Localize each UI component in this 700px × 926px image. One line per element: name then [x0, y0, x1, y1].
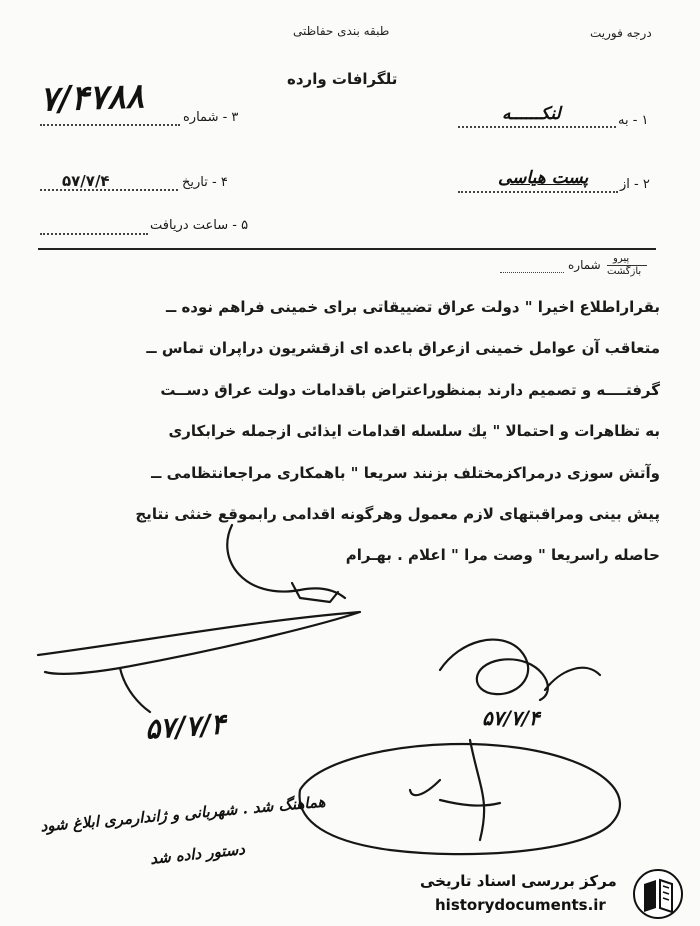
- watermark-title: مرکز بررسی اسناد تاریخی: [420, 872, 617, 890]
- date-value: ۵۷/۷/۴: [62, 172, 110, 190]
- signature-stroke: [300, 744, 620, 854]
- date-annotation-right: ۵۷/۷/۴: [482, 706, 540, 730]
- from-value: پست هیاسی: [498, 168, 589, 188]
- number-label: ۳ - شماره: [183, 110, 239, 125]
- body-line: حاصله راسریعا " وصت مرا " اعلام . بهـرام: [345, 546, 660, 565]
- handwritten-note: دستور داده شد: [149, 840, 246, 868]
- signature-stroke: [545, 668, 600, 690]
- body-line: گرفتــــه و تصمیم دارند بمنظوراعتراض باقدامات دولت عراق دســت: [160, 380, 660, 399]
- urgency-label: درجه فوریت: [590, 26, 652, 40]
- body-line: متعاقب آن عوامل خمینی ازعراق باعده ای ازقشریون دراپران تماس ــ: [146, 339, 660, 358]
- receipt-time-label: ۵ - ساعت دریافت: [150, 218, 249, 233]
- signature-stroke: [440, 800, 500, 806]
- signature-stroke: [120, 668, 150, 712]
- reference-number-label: شماره: [568, 258, 601, 272]
- number-value: ۷/۴۷۸۸: [39, 76, 145, 120]
- signature-stroke: [410, 780, 440, 795]
- date-annotation-left: ۵۷/۷/۴: [143, 707, 227, 746]
- from-label: ۲ - از: [620, 177, 650, 192]
- body-line: پیش بینی ومراقبتهای لازم معمول وهرگونه اقدامی رابموقع خنثی نتایج: [135, 505, 660, 524]
- signature-stroke: [440, 640, 548, 700]
- reference-return: بازگشت: [607, 266, 642, 277]
- date-label: ۴ - تاریخ: [182, 175, 228, 190]
- signature-stroke: [227, 525, 345, 598]
- signature-stroke: [292, 583, 338, 602]
- signature-stroke: [470, 740, 484, 840]
- archive-logo-icon: [632, 868, 684, 920]
- to-label: ۱ - به: [618, 113, 649, 128]
- handwritten-note: هماهنگ شد . شهربانی و ژاندارمری ابلاغ شود: [39, 792, 327, 836]
- body-line: به تظاهرات و احتمالا " یك سلسله اقدامات ایذائی ازجمله خرابكاری: [168, 422, 660, 441]
- signature-stroke: [38, 612, 360, 674]
- watermark-url: historydocuments.ir: [435, 896, 606, 914]
- body-line: بقراراطلاع اخیرا " دولت عراق تضییقاتی برای خمینی فراهم نوده ــ: [165, 298, 660, 316]
- reference-follow-up: پیرو: [613, 253, 630, 264]
- to-value: لنکــــــه: [502, 104, 561, 124]
- body-line: وآتش سوزی درمراكزمختلف بزنند سریعا " باهمكاری مراجعانتظامی ــ: [151, 463, 660, 482]
- classification-label: طبقه بندی حفاظتی: [293, 24, 390, 38]
- document-title: تلگرافات وارده: [287, 70, 398, 88]
